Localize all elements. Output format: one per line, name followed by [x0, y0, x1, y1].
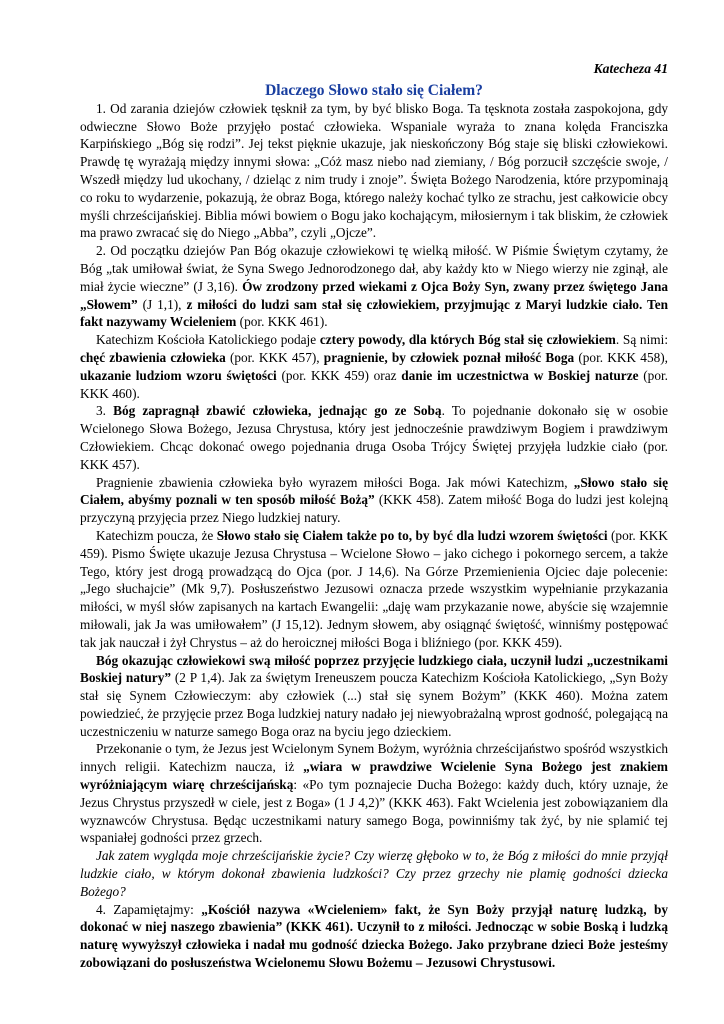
text-run: 1. Od zarania dziejów człowiek tęsknił za tym, by być blisko Boga. Ta tęsknota została zaspokojona, gdy odwieczne Słowo Boże przyjęło postać człowieka. Wspaniale wyraża to znana kolęda Franciszka Karpińskiego „Bóg się rodzi”. Jej tekst pięknie ukazuje, jak nieskończony Bóg staje się bliski człowiekowi. Prawdę tę wyrażają między innymi słowa: „Cóż masz niebo nad ziemiany, / Bóg porzucił szczęście swoje, / Wszedł między lud ukochany, / dzieląc z nim trudy i znoje”. Święta Bożego Narodzenia, które przypominają co roku to wydarzenie, pokazują, że obraz Boga, którego należy kochać tylko ze strachu, jest całkowicie obcy myśli chrześcijańskiej. Biblia mówi bowiem o Bogu jako kochającym, miłosiernym i tak bliskim, że człowiek ma prawo zwracać się do Niego „Abba”, czyli „Ojcze”. — [80, 100, 668, 241]
bold-text: „Kościół nazywa «Wcieleniem» fakt, że Syn Boży przyjął naturę ludzką, by dokonać w niej naszego zbawienia” (KKK 461). Uczynił to z miłości. Jednocząc w sobie Boską i ludzką naturę wywyższył człowieka i nadał mu godność dziecka Bożego. Jako przybrane dzieci Boże jesteśmy zobowiązani do posłuszeństwa Wcielonemu Słowu Bożemu – Jezusowi Chrystusowi. — [80, 901, 668, 971]
bold-text: z miłości do ludzi sam stał się człowiekiem, przyjmując z Maryi ludzkie ciało. Ten fakt nazywamy Wcieleniem — [80, 296, 669, 330]
paragraph — [80, 474, 668, 527]
paragraph — [80, 242, 668, 331]
bold-text: Bóg zapragnął zbawić człowieka, jednając go ze Sobą — [113, 403, 442, 419]
italic-text: Jak zatem wygląda moje chrześcijańskie życie? Czy wierzę głęboko w to, że Bóg z miłości do mnie przyjął ludzkie ciało, w którym dokonał zbawienia ludzkości? Czy przez grzechy nie plamię godności dziecka Bożego? — [80, 848, 668, 899]
text-run: Pragnienie zbawienia człowieka było wyrazem miłości Boga. Jak mówi Katechizm, — [96, 474, 574, 490]
text-run: 4. Zapamiętajmy: — [96, 901, 202, 917]
text-run: Katechizm Kościoła Katolickiego podaje — [96, 332, 320, 348]
paragraph — [80, 901, 668, 972]
bold-text: Ów zrodzony przed wiekami z Ojca Boży Syn, zwany przez świętego Jana „Słowem” — [80, 278, 668, 312]
text-run: (2 P 1,4). Jak za świętym Ireneuszem poucza Katechizm Kościoła Katolickiego, „Syn Boży stał się Synem Człowieczym: aby człowiek (...) stał się synem Bożym” (KKK 460). Można zatem powiedzieć, że przyjęcie przez Boga ludzkiej natury nadało jej niewyobrażalną wprost godność, polegającą na uczestniczeniu w naturze samego Boga oraz na byciu jego dzieckiem. — [80, 670, 668, 739]
paragraph — [80, 402, 668, 473]
page-title: Dlaczego Słowo stało się Ciałem? — [265, 81, 483, 99]
text-run: : «Po tym poznajecie Ducha Bożego: każdy duch, który uznaje, że Jezus Chrystus przyszedł w ciele, jest z Boga» (1 J 4,2)” (KKK 463). Fakt Wcielenia jest zobowiązaniem dla wyznawców Chrystusa. Będąc uczestnikami natury samego Boga, powinniśmy tak żyć, by nie splamić tej wspaniałej godności przez grzech. — [80, 777, 668, 846]
text-run: (J 1,1), — [137, 296, 187, 312]
body-text — [80, 100, 668, 972]
paragraph — [80, 100, 668, 242]
bold-text: „wiara w prawdziwe Wcielenie Syna Bożego jest znakiem wyróżniającym wiarę chrześcijańską — [80, 759, 668, 793]
text-run: (por. KKK 461). — [236, 314, 328, 330]
paragraph — [80, 847, 668, 900]
text-run: 2. Od początku dziejów Pan Bóg okazuje człowiekowi tę wielką miłość. W Piśmie Świętym czytamy, że Bóg „tak umiłował świat, że Syna Swego Jednorodzonego dał, aby każdy kto w Niego wierzy nie zginął, ale miał życie wieczne” (J 3,16). — [80, 243, 668, 294]
text-run: (por. KKK 457), — [225, 349, 324, 365]
bold-text: ukazanie ludziom wzoru świętości — [80, 367, 277, 383]
bold-text: Słowo stało się Ciałem także po to, by być dla ludzi wzorem świętości — [216, 527, 608, 543]
bold-text: danie im uczestnictwa w Boskiej naturze — [401, 367, 639, 383]
paragraph — [80, 527, 668, 652]
catechesis-number: Katecheza 41 — [593, 61, 668, 76]
bold-text: chęć zbawienia człowieka — [80, 349, 226, 365]
text-run: . Są nimi: — [615, 332, 669, 348]
bold-text: „Słowo stało się Ciałem, abyśmy poznali w ten sposób miłość Bożą” — [80, 474, 669, 508]
bold-text: cztery powody, dla których Bóg stał się człowiekiem — [319, 332, 616, 348]
paragraph — [80, 740, 668, 847]
text-run: Katechizm poucza, że — [96, 527, 217, 543]
text-run: (por. KKK 460). — [80, 367, 668, 401]
text-run: (por. KKK 459) oraz — [276, 367, 402, 383]
text-run: 3. — [96, 403, 114, 419]
paragraph — [80, 652, 668, 741]
text-run: (por. KKK 458), — [574, 349, 668, 365]
text-run: . To pojednanie dokonało się w osobie Wcielonego Słowa Bożego, Jezusa Chrystusa, który jest jednocześnie prawdziwym Bogiem i prawdziwym Człowiekiem. Chcąc dokonać owego pojednania druga Osoba Trójcy Świętej przyjęła ludzkie ciało (por. KKK 457). — [80, 403, 669, 472]
text-run: (KKK 458). Zatem miłość Boga do ludzi jest kolejną przyczyną przyjęcia przez Niego ludzkiej natury. — [80, 492, 669, 526]
text-run: (por. KKK 459). Pismo Święte ukazuje Jezusa Chrystusa – Wcielone Słowo – jako cichego i pokornego sercem, a także Tego, który jest drogą prowadzącą do Ojca (por. J 14,6). Na Górze Przemienienia Ojciec daje polecenie: „Jego słuchajcie” (Mk 9,7). Posłuszeństwo Jezusowi oznacza przede wszystkim wypełnianie przykazania miłości, w myśl słów zapisanych na kartach Ewangelii: „daję wam przykazanie nowe, abyście się wzajemnie miłowali, jak Ja was umiłowałem” (J 15,12). Jednym słowem, aby osiągnąć świętość, winniśmy postępować tak jak nauczał i żył Chrystus – aż do heroicznej miłości Boga i bliźniego (por. KKK 459). — [80, 527, 669, 650]
bold-text: pragnienie, by człowiek poznał miłość Boga — [323, 349, 575, 365]
paragraph — [80, 331, 668, 402]
text-run: Przekonanie o tym, że Jezus jest Wcielonym Synem Bożym, wyróżnia chrześcijaństwo spośród wszystkich innych religii. Katechizm naucza, iż — [80, 741, 668, 775]
bold-text: Bóg okazując człowiekowi swą miłość poprzez przyjęcie ludzkiego ciała, uczynił ludzi „uczestnikami Boskiej natury” — [80, 652, 668, 686]
